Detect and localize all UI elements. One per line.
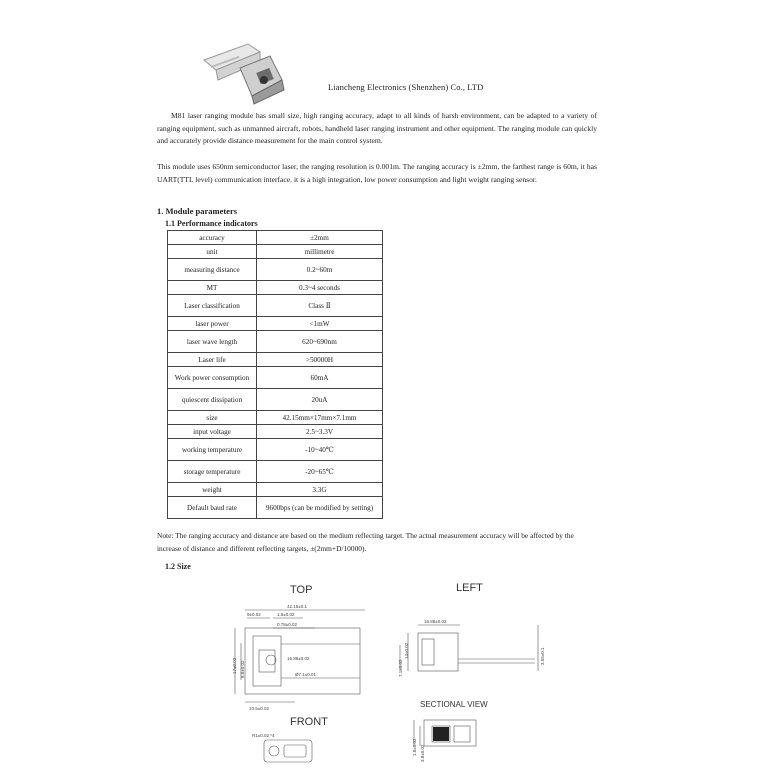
param-value: 20uA	[257, 389, 383, 411]
param-value: 2.5~3.3V	[257, 425, 383, 439]
param-value: -20~65℃	[257, 461, 383, 483]
param-value: >50000H	[257, 353, 383, 367]
table-row	[168, 317, 383, 331]
param-name: weight	[168, 483, 257, 497]
param-name: accuracy	[168, 231, 257, 245]
subheading-size: 1.2 Size	[165, 562, 191, 571]
front-view-drawing	[250, 728, 340, 768]
param-value: Class Ⅱ	[257, 295, 383, 317]
table-row	[168, 411, 383, 425]
table-row	[168, 331, 383, 353]
left-dim-b: 7.1±0.02	[398, 659, 403, 677]
top-dim-d: 16.86±0.02	[287, 656, 310, 661]
drawing-label-section: SECTIONAL VIEW	[420, 700, 488, 709]
param-value: 42.15mm×17mm×7.1mm	[257, 411, 383, 425]
param-value: 60mA	[257, 367, 383, 389]
param-name: Default baud rate	[168, 497, 257, 519]
top-view-drawing	[225, 598, 375, 716]
table-row	[168, 461, 383, 483]
company-name: Liancheng Electronics (Shenzhen) Co., LTD	[328, 82, 484, 92]
param-name: MT	[168, 281, 257, 295]
param-name: measuring distance	[168, 259, 257, 281]
param-value: 0.3~4 seconds	[257, 281, 383, 295]
table-row	[168, 425, 383, 439]
param-name: unit	[168, 245, 257, 259]
top-dim-c: 0.78±0.02	[277, 622, 297, 627]
table-row	[168, 497, 383, 519]
table-row	[168, 439, 383, 461]
intro-paragraph-2: This module uses 650nm semiconductor laser, the ranging resolution is 0.001m. The ranging accuracy is ±2mm, the farthest range is 60m, it has UART(TTL level) communication interface. it is a high integration, low power consumption and light weight ranging sensor.	[157, 162, 597, 184]
drawing-label-front: FRONT	[290, 716, 328, 728]
top-dim-f: 17±0.02	[232, 657, 237, 674]
param-name: laser wave length	[168, 331, 257, 353]
param-name: quiescent dissipation	[168, 389, 257, 411]
table-row	[168, 245, 383, 259]
left-dim-width: 16.88±0.02	[424, 619, 447, 624]
param-value: ±2mm	[257, 231, 383, 245]
param-value: 3.3G	[257, 483, 383, 497]
table-row	[168, 295, 383, 317]
subheading-performance-indicators: 1.1 Performance indicators	[165, 219, 258, 228]
left-view-drawing	[390, 605, 550, 680]
table-row	[168, 281, 383, 295]
section-dim-a: 1.8±0.02	[412, 738, 417, 756]
param-value: 9600bps (can be modified by setting)	[257, 497, 383, 519]
param-name: storage temperature	[168, 461, 257, 483]
top-dim-h: 10.5±0.02	[249, 706, 269, 711]
product-image	[200, 40, 290, 105]
table-row	[168, 367, 383, 389]
top-dim-overall: 42.15±0.1	[287, 604, 307, 609]
left-dim-a: 14±0.02	[404, 642, 409, 659]
param-name: laser power	[168, 317, 257, 331]
table-row	[168, 483, 383, 497]
accuracy-note: Note: The ranging accuracy and distance are based on the medium reflecting target. The actual measurement accuracy will be affected by the increase of distance and different reflecting targets, ±(2mm+D/10000).	[157, 531, 574, 553]
left-dim-c: 3.55±0.1	[540, 647, 545, 665]
top-dim-a: 9±0.02	[247, 612, 261, 617]
param-name: size	[168, 411, 257, 425]
param-name: Laser classification	[168, 295, 257, 317]
param-value: <1mW	[257, 317, 383, 331]
param-value: millimetre	[257, 245, 383, 259]
param-value: 0.2~60m	[257, 259, 383, 281]
table-row	[168, 353, 383, 367]
table-row	[168, 231, 383, 245]
top-dim-e: Ø7.1±0.01	[295, 672, 316, 677]
intro-paragraph-1: M81 laser ranging module has small size, high ranging accuracy, adapt to all kinds of harsh environment, can be adapted to a variety of ranging equipment, such as unmanned aircraft, robots, handheld laser ranging instrument and other equipment. The ranging module can quickly and accurately provide distance measurement for the main control system.	[157, 111, 597, 145]
param-name: input voltage	[168, 425, 257, 439]
parameters-table	[167, 230, 383, 519]
param-name: working temperature	[168, 439, 257, 461]
sectional-view-drawing	[400, 712, 490, 762]
top-dim-b: 1.6±0.02	[277, 612, 295, 617]
section-heading-module-parameters: 1. Module parameters	[157, 206, 238, 216]
param-value: 620~690nm	[257, 331, 383, 353]
param-value: -10~40℃	[257, 439, 383, 461]
param-name: Laser life	[168, 353, 257, 367]
drawing-label-left: LEFT	[456, 582, 483, 594]
table-row	[168, 389, 383, 411]
section-dim-b: 3.8±0.02	[420, 744, 425, 762]
front-dim-radius: R1±0.02 *4	[252, 733, 275, 738]
top-dim-g: 8.8±0.02	[240, 660, 245, 678]
param-name: Work power consumption	[168, 367, 257, 389]
table-row	[168, 259, 383, 281]
drawing-label-top: TOP	[290, 584, 313, 596]
